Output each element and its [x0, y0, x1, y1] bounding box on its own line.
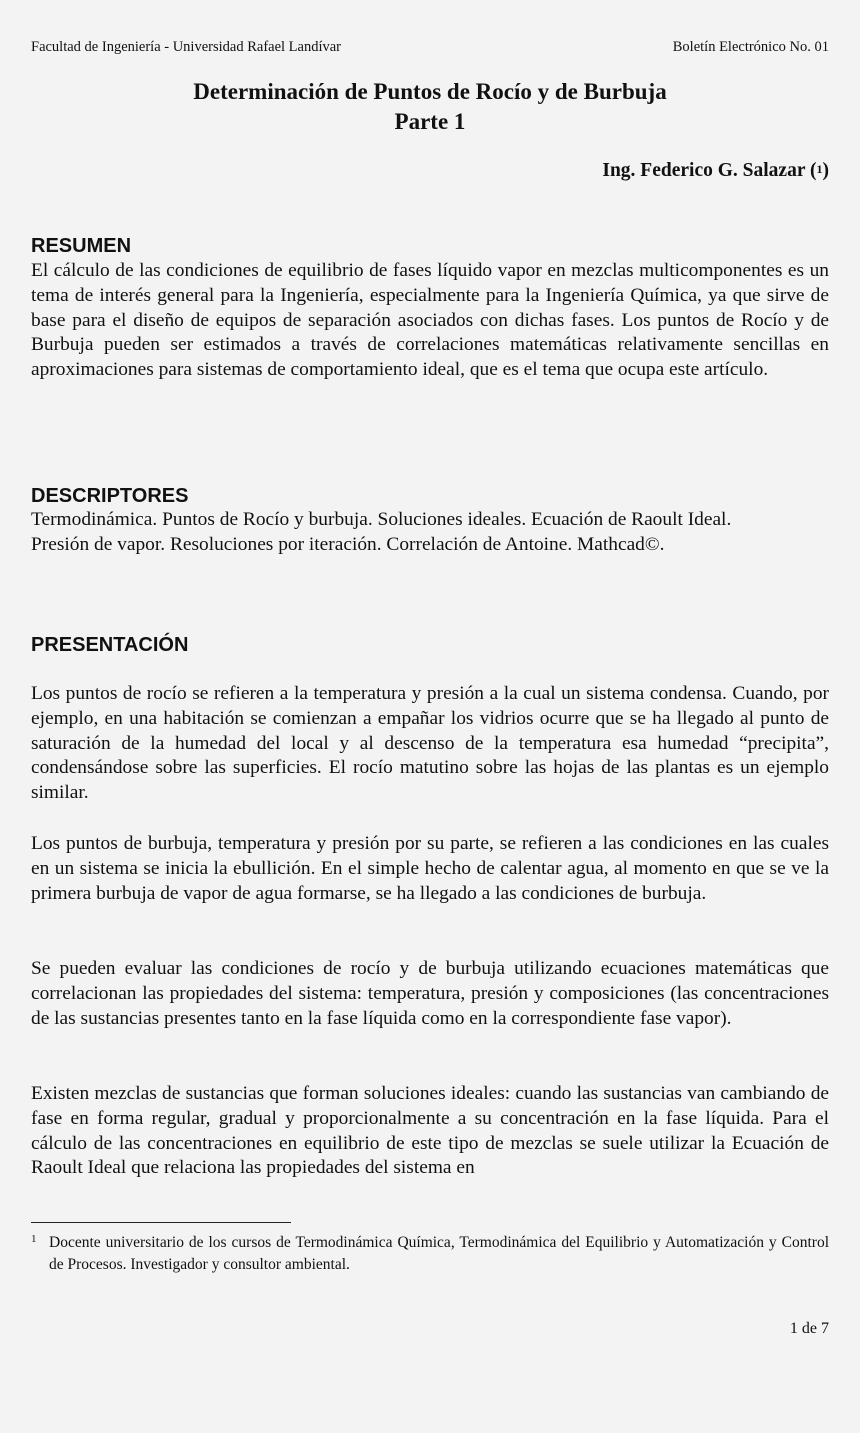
resumen-heading: RESUMEN — [31, 235, 132, 257]
header-institution: Facultad de Ingeniería - Universidad Rafael Landívar — [31, 39, 342, 55]
author-name: Ing. Federico G. Salazar ( — [602, 160, 817, 181]
title-line-1: Determinación de Puntos de Rocío y de Burbuja — [193, 79, 667, 104]
descriptores-line-1: Termodinámica. Puntos de Rocío y burbuja. Soluciones ideales. Ecuación de Raoult Ideal. — [31, 509, 732, 530]
footnote-separator — [31, 1222, 291, 1223]
footnote — [31, 1232, 829, 1276]
author-close-paren: ) — [822, 160, 829, 181]
document-title — [0, 77, 860, 137]
descriptores-line-2: Presión de vapor. Resoluciones por iteración. Correlación de Antoine. Mathcad©. — [31, 534, 665, 555]
presentacion-paragraph: Existen mezclas de sustancias que forman soluciones ideales: cuando las sustancias van cambiando de fase en forma regular, gradual y proporcionalmente a su concentración en la fase líquida. Para el cálculo de las concentraciones en equilibrio de este tipo de mezclas se suele utilizar la Ecuación de Raoult Ideal que relaciona las propiedades del sistema en — [31, 1083, 829, 1179]
presentacion-heading: PRESENTACIÓN — [31, 634, 189, 656]
author-line — [602, 158, 829, 185]
footnote-text: Docente universitario de los cursos de Termodinámica Química, Termodinámica del Equilibrio y Automatización y Control de Procesos. Investigador y consultor ambiental. — [49, 1234, 829, 1273]
header-bulletin: Boletín Electrónico No. 01 — [672, 39, 829, 55]
presentacion-paragraph: Los puntos de burbuja, temperatura y presión por su parte, se refieren a las condiciones en las cuales en un sistema se inicia la ebullición. En el simple hecho de calentar agua, al momento en que se ve la primera burbuja de vapor de agua formarse, se ha llegado a las condiciones de burbuja. — [31, 833, 829, 904]
title-line-2: Parte 1 — [394, 109, 466, 134]
running-header — [31, 38, 829, 56]
footnote-mark: 1 — [31, 1233, 37, 1245]
page-number: 1 de 7 — [789, 1320, 829, 1337]
descriptores-heading: DESCRIPTORES — [31, 485, 189, 507]
presentacion-paragraph: Se pueden evaluar las condiciones de rocío y de burbuja utilizando ecuaciones matemáticas que correlacionan las propiedades del sistema: temperatura, presión y composiciones (las concentraciones de las sustancias presentes tanto en la fase líquida como en la correspondiente fase vapor). — [31, 958, 829, 1029]
author-footnote-ref: 1 — [816, 162, 823, 176]
presentacion-paragraph: Los puntos de rocío se refieren a la temperatura y presión a la cual un sistema condensa. Cuando, por ejemplo, en una habitación se comienzan a empañar los vidrios ocurre que se ha llegado al punto de saturación de la humedad del local y al descenso de la temperatura esa humedad “precipita”, condensándose sobre las superficies. El rocío matutino sobre las hojas de las plantas es un ejemplo similar. — [31, 683, 829, 804]
resumen-text: El cálculo de las condiciones de equilibrio de fases líquido vapor en mezclas multicomponentes es un tema de interés general para la Ingeniería, especialmente para la Ingeniería Química, ya que sirve de base para el diseño de equipos de separación asociados con dichas fases. Los puntos de Rocío y de Burbuja pueden ser estimados a través de correlaciones matemáticas relativamente sencillas en aproximaciones para sistemas de comportamiento ideal, que es el tema que ocupa este artículo. — [31, 260, 829, 381]
